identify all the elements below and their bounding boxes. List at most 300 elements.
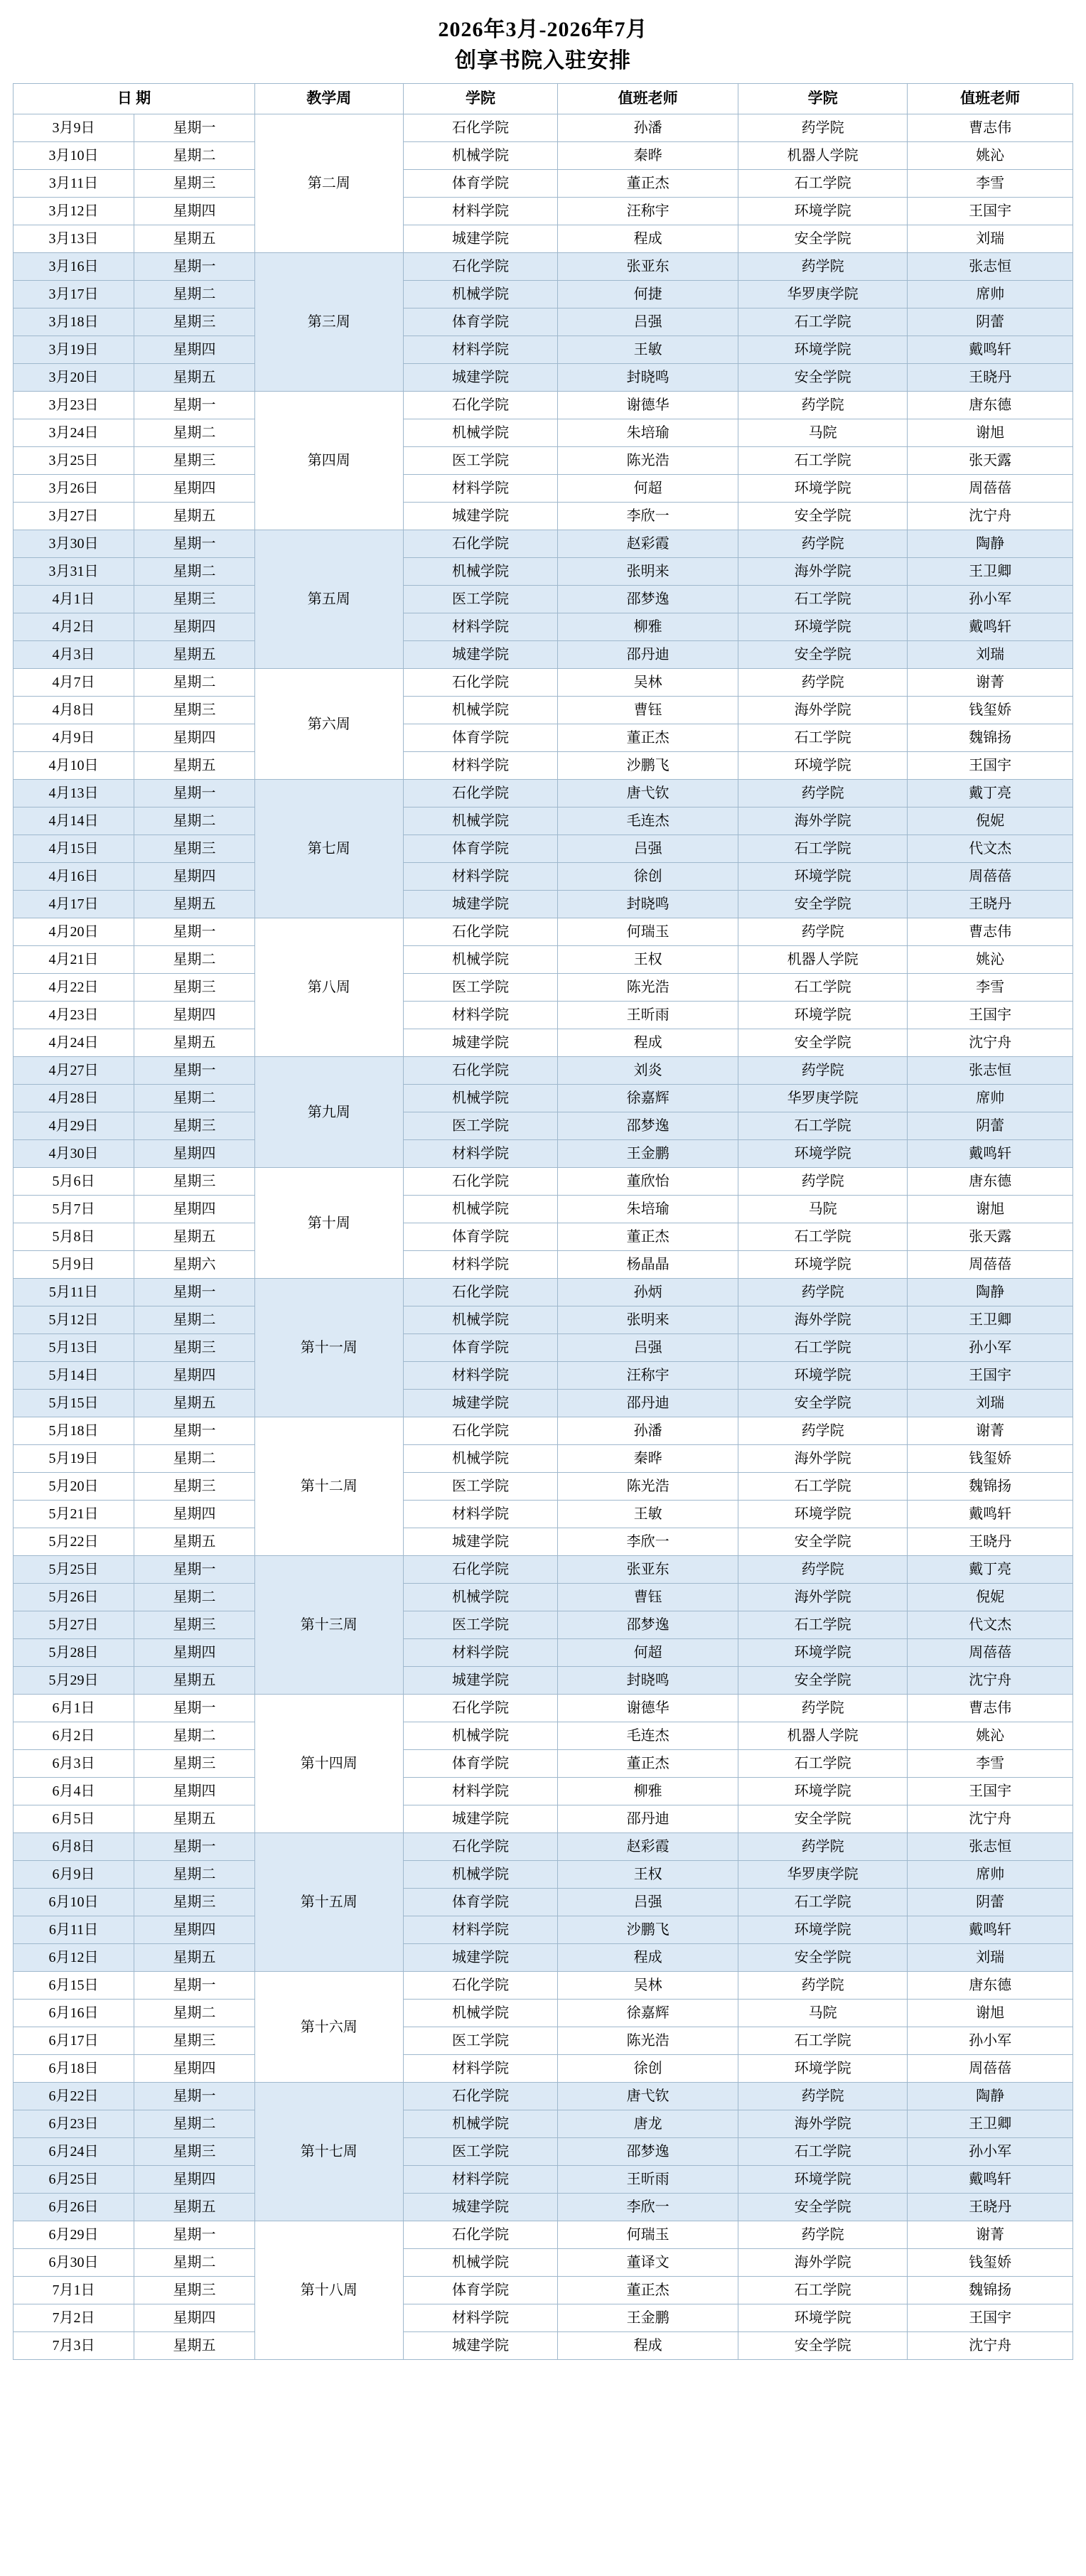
cell-teacher-1: 邵梦逸 — [558, 1112, 738, 1140]
cell-weekday: 星期二 — [134, 1306, 254, 1334]
cell-college-1: 体育学院 — [403, 2277, 558, 2304]
cell-weekday: 星期四 — [134, 1140, 254, 1168]
cell-date: 3月17日 — [14, 281, 134, 308]
cell-college-2: 安全学院 — [738, 364, 908, 392]
cell-date: 4月22日 — [14, 974, 134, 1002]
cell-teaching-week: 第十六周 — [254, 1972, 403, 2083]
cell-teacher-1: 王敏 — [558, 336, 738, 364]
table-row — [14, 2221, 1073, 2249]
header-teacher-1: 值班老师 — [558, 84, 738, 114]
cell-college-2: 石工学院 — [738, 974, 908, 1002]
cell-weekday: 星期五 — [134, 1667, 254, 1695]
cell-weekday: 星期一 — [134, 392, 254, 419]
cell-teaching-week: 第十七周 — [254, 2083, 403, 2221]
cell-weekday: 星期四 — [134, 336, 254, 364]
cell-teaching-week: 第十一周 — [254, 1279, 403, 1417]
cell-weekday: 星期三 — [134, 170, 254, 198]
cell-teacher-2: 周蓓蓓 — [908, 1639, 1073, 1667]
cell-weekday: 星期一 — [134, 114, 254, 142]
cell-date: 3月19日 — [14, 336, 134, 364]
cell-date: 6月10日 — [14, 1889, 134, 1916]
table-row — [14, 2166, 1073, 2194]
cell-teacher-1: 徐创 — [558, 2055, 738, 2083]
table-row — [14, 1944, 1073, 1972]
cell-teacher-2: 陶静 — [908, 530, 1073, 558]
cell-college-1: 机械学院 — [403, 1722, 558, 1750]
table-row — [14, 780, 1073, 807]
cell-teacher-2: 孙小军 — [908, 1334, 1073, 1362]
table-row — [14, 752, 1073, 780]
cell-teacher-2: 阴蕾 — [908, 308, 1073, 336]
cell-teacher-2: 王国宇 — [908, 1778, 1073, 1805]
cell-date: 6月25日 — [14, 2166, 134, 2194]
cell-college-1: 机械学院 — [403, 1584, 558, 1611]
table-row — [14, 891, 1073, 918]
cell-date: 3月24日 — [14, 419, 134, 447]
cell-weekday: 星期三 — [134, 447, 254, 475]
cell-weekday: 星期三 — [134, 697, 254, 724]
cell-date: 6月17日 — [14, 2027, 134, 2055]
table-row — [14, 530, 1073, 558]
table-row — [14, 1473, 1073, 1501]
cell-weekday: 星期一 — [134, 2083, 254, 2110]
cell-college-1: 体育学院 — [403, 835, 558, 863]
cell-teaching-week: 第十八周 — [254, 2221, 403, 2360]
cell-weekday: 星期一 — [134, 1279, 254, 1306]
cell-teacher-1: 秦晔 — [558, 142, 738, 170]
cell-college-1: 机械学院 — [403, 1445, 558, 1473]
cell-teacher-2: 刘瑞 — [908, 1390, 1073, 1417]
cell-date: 5月14日 — [14, 1362, 134, 1390]
cell-college-1: 城建学院 — [403, 364, 558, 392]
cell-weekday: 星期一 — [134, 1417, 254, 1445]
cell-weekday: 星期四 — [134, 1002, 254, 1029]
cell-weekday: 星期五 — [134, 1223, 254, 1251]
cell-college-2: 药学院 — [738, 1417, 908, 1445]
cell-college-2: 环境学院 — [738, 1501, 908, 1528]
cell-college-2: 石工学院 — [738, 2277, 908, 2304]
cell-date: 5月19日 — [14, 1445, 134, 1473]
cell-date: 3月10日 — [14, 142, 134, 170]
cell-weekday: 星期四 — [134, 2055, 254, 2083]
cell-date: 3月30日 — [14, 530, 134, 558]
cell-date: 4月3日 — [14, 641, 134, 669]
cell-weekday: 星期二 — [134, 2000, 254, 2027]
cell-college-1: 材料学院 — [403, 198, 558, 225]
cell-teacher-1: 陈光浩 — [558, 974, 738, 1002]
cell-college-2: 海外学院 — [738, 1306, 908, 1334]
cell-weekday: 星期四 — [134, 475, 254, 503]
table-row — [14, 1528, 1073, 1556]
cell-college-1: 城建学院 — [403, 1390, 558, 1417]
cell-weekday: 星期二 — [134, 419, 254, 447]
cell-teacher-2: 孙小军 — [908, 2138, 1073, 2166]
cell-college-1: 医工学院 — [403, 447, 558, 475]
cell-weekday: 星期三 — [134, 586, 254, 613]
cell-teacher-2: 姚沁 — [908, 142, 1073, 170]
cell-college-1: 石化学院 — [403, 1833, 558, 1861]
table-row — [14, 1916, 1073, 1944]
cell-college-2: 海外学院 — [738, 1584, 908, 1611]
cell-teacher-1: 邵梦逸 — [558, 1611, 738, 1639]
cell-college-1: 体育学院 — [403, 1334, 558, 1362]
cell-college-2: 药学院 — [738, 669, 908, 697]
cell-teacher-1: 谢德华 — [558, 392, 738, 419]
table-row — [14, 1362, 1073, 1390]
cell-college-2: 石工学院 — [738, 724, 908, 752]
cell-teaching-week: 第二周 — [254, 114, 403, 253]
cell-college-1: 体育学院 — [403, 724, 558, 752]
cell-college-2: 石工学院 — [738, 1889, 908, 1916]
cell-college-2: 环境学院 — [738, 2166, 908, 2194]
cell-weekday: 星期二 — [134, 1085, 254, 1112]
cell-college-2: 安全学院 — [738, 1528, 908, 1556]
table-row — [14, 2000, 1073, 2027]
table-row — [14, 281, 1073, 308]
cell-teacher-1: 徐创 — [558, 863, 738, 891]
cell-teacher-2: 谢菁 — [908, 1417, 1073, 1445]
cell-college-2: 药学院 — [738, 1057, 908, 1085]
cell-teacher-1: 吕强 — [558, 835, 738, 863]
title-line-2: 创享书院入驻安排 — [455, 48, 631, 73]
cell-college-2: 石工学院 — [738, 2027, 908, 2055]
cell-college-1: 石化学院 — [403, 1556, 558, 1584]
cell-weekday: 星期五 — [134, 1528, 254, 1556]
cell-college-2: 海外学院 — [738, 558, 908, 586]
cell-teacher-2: 王国宇 — [908, 1362, 1073, 1390]
cell-teacher-1: 程成 — [558, 225, 738, 253]
cell-weekday: 星期二 — [134, 281, 254, 308]
cell-teacher-2: 倪妮 — [908, 807, 1073, 835]
header-teacher-2: 值班老师 — [908, 84, 1073, 114]
table-row — [14, 1639, 1073, 1667]
cell-teacher-2: 周蓓蓓 — [908, 1251, 1073, 1279]
cell-teacher-2: 戴鸣轩 — [908, 1916, 1073, 1944]
cell-date: 6月2日 — [14, 1722, 134, 1750]
cell-teacher-1: 唐龙 — [558, 2110, 738, 2138]
schedule-table — [13, 83, 1073, 2360]
cell-date: 3月13日 — [14, 225, 134, 253]
table-row — [14, 586, 1073, 613]
cell-weekday: 星期四 — [134, 1196, 254, 1223]
cell-date: 5月20日 — [14, 1473, 134, 1501]
cell-college-1: 城建学院 — [403, 1528, 558, 1556]
cell-date: 5月6日 — [14, 1168, 134, 1196]
cell-teacher-2: 谢旭 — [908, 419, 1073, 447]
cell-teaching-week: 第十五周 — [254, 1833, 403, 1972]
cell-weekday: 星期四 — [134, 1501, 254, 1528]
cell-teacher-1: 徐嘉辉 — [558, 2000, 738, 2027]
cell-teacher-2: 张天露 — [908, 1223, 1073, 1251]
cell-weekday: 星期六 — [134, 1251, 254, 1279]
table-row — [14, 1223, 1073, 1251]
cell-weekday: 星期四 — [134, 724, 254, 752]
cell-date: 6月5日 — [14, 1805, 134, 1833]
cell-college-2: 机器人学院 — [738, 1722, 908, 1750]
cell-college-2: 环境学院 — [738, 1778, 908, 1805]
cell-teaching-week: 第五周 — [254, 530, 403, 669]
cell-teaching-week: 第十三周 — [254, 1556, 403, 1695]
cell-college-1: 城建学院 — [403, 1029, 558, 1057]
cell-date: 6月29日 — [14, 2221, 134, 2249]
cell-date: 6月15日 — [14, 1972, 134, 2000]
cell-date: 4月17日 — [14, 891, 134, 918]
cell-date: 3月25日 — [14, 447, 134, 475]
cell-college-2: 海外学院 — [738, 2249, 908, 2277]
cell-weekday: 星期三 — [134, 1168, 254, 1196]
cell-college-1: 体育学院 — [403, 1889, 558, 1916]
cell-teaching-week: 第七周 — [254, 780, 403, 918]
cell-weekday: 星期四 — [134, 1916, 254, 1944]
cell-weekday: 星期五 — [134, 1805, 254, 1833]
cell-weekday: 星期三 — [134, 1611, 254, 1639]
cell-date: 5月7日 — [14, 1196, 134, 1223]
cell-teacher-2: 钱玺娇 — [908, 2249, 1073, 2277]
cell-college-1: 材料学院 — [403, 1778, 558, 1805]
cell-date: 4月16日 — [14, 863, 134, 891]
table-row — [14, 1417, 1073, 1445]
cell-date: 3月26日 — [14, 475, 134, 503]
table-row — [14, 1196, 1073, 1223]
cell-teacher-2: 席帅 — [908, 1861, 1073, 1889]
cell-teacher-2: 王国宇 — [908, 2304, 1073, 2332]
cell-college-1: 材料学院 — [403, 1501, 558, 1528]
cell-date: 4月21日 — [14, 946, 134, 974]
cell-college-1: 材料学院 — [403, 613, 558, 641]
cell-date: 6月4日 — [14, 1778, 134, 1805]
cell-date: 7月2日 — [14, 2304, 134, 2332]
cell-teacher-1: 曹钰 — [558, 1584, 738, 1611]
cell-teacher-2: 戴鸣轩 — [908, 336, 1073, 364]
cell-college-2: 药学院 — [738, 918, 908, 946]
cell-teacher-1: 朱培瑜 — [558, 1196, 738, 1223]
cell-weekday: 星期二 — [134, 1445, 254, 1473]
cell-teacher-2: 李雪 — [908, 1750, 1073, 1778]
cell-college-1: 材料学院 — [403, 2304, 558, 2332]
cell-weekday: 星期一 — [134, 2221, 254, 2249]
cell-weekday: 星期五 — [134, 503, 254, 530]
cell-college-2: 安全学院 — [738, 1944, 908, 1972]
cell-teacher-1: 李欣一 — [558, 1528, 738, 1556]
cell-college-2: 环境学院 — [738, 1916, 908, 1944]
cell-teaching-week: 第四周 — [254, 392, 403, 530]
cell-college-2: 环境学院 — [738, 1639, 908, 1667]
cell-teacher-1: 董正杰 — [558, 1223, 738, 1251]
table-row — [14, 1390, 1073, 1417]
cell-teacher-1: 孙炳 — [558, 1279, 738, 1306]
cell-weekday: 星期一 — [134, 1695, 254, 1722]
cell-weekday: 星期二 — [134, 142, 254, 170]
header-row — [14, 84, 1073, 114]
table-row — [14, 1722, 1073, 1750]
cell-college-1: 城建学院 — [403, 1944, 558, 1972]
cell-college-2: 华罗庚学院 — [738, 1085, 908, 1112]
cell-college-1: 机械学院 — [403, 1306, 558, 1334]
cell-teacher-2: 王卫卿 — [908, 558, 1073, 586]
cell-college-1: 体育学院 — [403, 308, 558, 336]
cell-college-2: 环境学院 — [738, 752, 908, 780]
cell-teacher-1: 程成 — [558, 1944, 738, 1972]
cell-teacher-1: 董正杰 — [558, 170, 738, 198]
table-row — [14, 1667, 1073, 1695]
cell-weekday: 星期四 — [134, 1362, 254, 1390]
cell-teacher-1: 张明来 — [558, 558, 738, 586]
cell-college-1: 材料学院 — [403, 752, 558, 780]
cell-college-2: 安全学院 — [738, 1805, 908, 1833]
table-row — [14, 1889, 1073, 1916]
cell-college-1: 材料学院 — [403, 1002, 558, 1029]
cell-date: 4月14日 — [14, 807, 134, 835]
cell-college-1: 石化学院 — [403, 1417, 558, 1445]
cell-weekday: 星期一 — [134, 530, 254, 558]
table-row — [14, 1861, 1073, 1889]
table-row — [14, 1002, 1073, 1029]
cell-teacher-2: 戴鸣轩 — [908, 613, 1073, 641]
cell-date: 4月2日 — [14, 613, 134, 641]
table-row — [14, 198, 1073, 225]
cell-teacher-2: 刘瑞 — [908, 641, 1073, 669]
cell-weekday: 星期四 — [134, 2166, 254, 2194]
cell-college-1: 石化学院 — [403, 1057, 558, 1085]
cell-date: 5月18日 — [14, 1417, 134, 1445]
table-row — [14, 669, 1073, 697]
cell-date: 5月8日 — [14, 1223, 134, 1251]
cell-college-1: 材料学院 — [403, 863, 558, 891]
cell-date: 3月18日 — [14, 308, 134, 336]
cell-date: 5月21日 — [14, 1501, 134, 1528]
cell-date: 4月15日 — [14, 835, 134, 863]
cell-college-2: 环境学院 — [738, 1140, 908, 1168]
table-row — [14, 2027, 1073, 2055]
cell-college-1: 石化学院 — [403, 392, 558, 419]
cell-date: 4月20日 — [14, 918, 134, 946]
cell-college-1: 城建学院 — [403, 2332, 558, 2360]
table-row — [14, 142, 1073, 170]
table-row — [14, 2110, 1073, 2138]
cell-weekday: 星期一 — [134, 253, 254, 281]
cell-teacher-1: 王敏 — [558, 1501, 738, 1528]
cell-date: 5月26日 — [14, 1584, 134, 1611]
cell-teacher-2: 王晓丹 — [908, 364, 1073, 392]
cell-weekday: 星期五 — [134, 752, 254, 780]
table-row — [14, 1611, 1073, 1639]
cell-weekday: 星期一 — [134, 1057, 254, 1085]
cell-weekday: 星期五 — [134, 364, 254, 392]
cell-teacher-2: 孙小军 — [908, 2027, 1073, 2055]
table-row — [14, 918, 1073, 946]
cell-teacher-2: 戴鸣轩 — [908, 1501, 1073, 1528]
cell-college-1: 医工学院 — [403, 1473, 558, 1501]
cell-teacher-2: 戴鸣轩 — [908, 2166, 1073, 2194]
cell-date: 6月18日 — [14, 2055, 134, 2083]
cell-college-2: 石工学院 — [738, 447, 908, 475]
cell-weekday: 星期一 — [134, 780, 254, 807]
cell-college-2: 石工学院 — [738, 1473, 908, 1501]
cell-weekday: 星期三 — [134, 1334, 254, 1362]
cell-date: 5月29日 — [14, 1667, 134, 1695]
cell-teacher-1: 张明来 — [558, 1306, 738, 1334]
cell-teaching-week: 第十周 — [254, 1168, 403, 1279]
cell-college-1: 机械学院 — [403, 2110, 558, 2138]
cell-teacher-1: 孙潘 — [558, 1417, 738, 1445]
cell-teacher-1: 封晓鸣 — [558, 1667, 738, 1695]
cell-college-2: 药学院 — [738, 1972, 908, 2000]
cell-college-1: 机械学院 — [403, 1196, 558, 1223]
cell-college-1: 机械学院 — [403, 1861, 558, 1889]
cell-weekday: 星期三 — [134, 1750, 254, 1778]
cell-teacher-2: 钱玺娇 — [908, 697, 1073, 724]
table-row — [14, 1140, 1073, 1168]
cell-college-1: 材料学院 — [403, 475, 558, 503]
cell-college-2: 安全学院 — [738, 225, 908, 253]
cell-teacher-1: 邵丹迪 — [558, 1390, 738, 1417]
cell-teacher-2: 唐东德 — [908, 392, 1073, 419]
cell-teacher-2: 戴丁亮 — [908, 780, 1073, 807]
cell-weekday: 星期四 — [134, 863, 254, 891]
cell-college-2: 药学院 — [738, 1279, 908, 1306]
cell-date: 3月12日 — [14, 198, 134, 225]
cell-teacher-2: 李雪 — [908, 170, 1073, 198]
cell-college-1: 机械学院 — [403, 807, 558, 835]
cell-teacher-1: 曹钰 — [558, 697, 738, 724]
cell-date: 6月12日 — [14, 1944, 134, 1972]
cell-weekday: 星期三 — [134, 835, 254, 863]
cell-teacher-2: 姚沁 — [908, 946, 1073, 974]
cell-college-2: 安全学院 — [738, 2194, 908, 2221]
cell-weekday: 星期四 — [134, 613, 254, 641]
cell-weekday: 星期三 — [134, 1889, 254, 1916]
cell-college-1: 石化学院 — [403, 2221, 558, 2249]
cell-teacher-2: 魏锦扬 — [908, 2277, 1073, 2304]
table-row — [14, 1556, 1073, 1584]
cell-teacher-2: 李雪 — [908, 974, 1073, 1002]
cell-date: 5月15日 — [14, 1390, 134, 1417]
cell-college-2: 机器人学院 — [738, 142, 908, 170]
cell-date: 4月30日 — [14, 1140, 134, 1168]
cell-teacher-1: 吕强 — [558, 1334, 738, 1362]
cell-college-2: 环境学院 — [738, 863, 908, 891]
cell-teacher-2: 唐东德 — [908, 1972, 1073, 2000]
cell-teacher-1: 张亚东 — [558, 1556, 738, 1584]
cell-date: 5月11日 — [14, 1279, 134, 1306]
table-row — [14, 419, 1073, 447]
table-row — [14, 336, 1073, 364]
cell-teacher-1: 唐弋钦 — [558, 2083, 738, 2110]
cell-teacher-2: 戴丁亮 — [908, 1556, 1073, 1584]
cell-teacher-1: 董译文 — [558, 2249, 738, 2277]
cell-date: 6月16日 — [14, 2000, 134, 2027]
cell-date: 3月16日 — [14, 253, 134, 281]
cell-weekday: 星期四 — [134, 1778, 254, 1805]
table-row — [14, 364, 1073, 392]
cell-teacher-1: 陈光浩 — [558, 1473, 738, 1501]
cell-college-1: 医工学院 — [403, 974, 558, 1002]
cell-teacher-1: 谢德华 — [558, 1695, 738, 1722]
cell-college-2: 环境学院 — [738, 336, 908, 364]
cell-college-1: 体育学院 — [403, 1223, 558, 1251]
table-row — [14, 1085, 1073, 1112]
cell-teacher-2: 刘瑞 — [908, 225, 1073, 253]
cell-college-1: 医工学院 — [403, 2027, 558, 2055]
cell-college-2: 药学院 — [738, 1168, 908, 1196]
cell-teacher-2: 阴蕾 — [908, 1889, 1073, 1916]
cell-college-2: 石工学院 — [738, 308, 908, 336]
table-row — [14, 1778, 1073, 1805]
cell-college-1: 石化学院 — [403, 1279, 558, 1306]
cell-college-1: 城建学院 — [403, 1667, 558, 1695]
header-date: 日 期 — [14, 84, 255, 114]
cell-college-1: 机械学院 — [403, 697, 558, 724]
